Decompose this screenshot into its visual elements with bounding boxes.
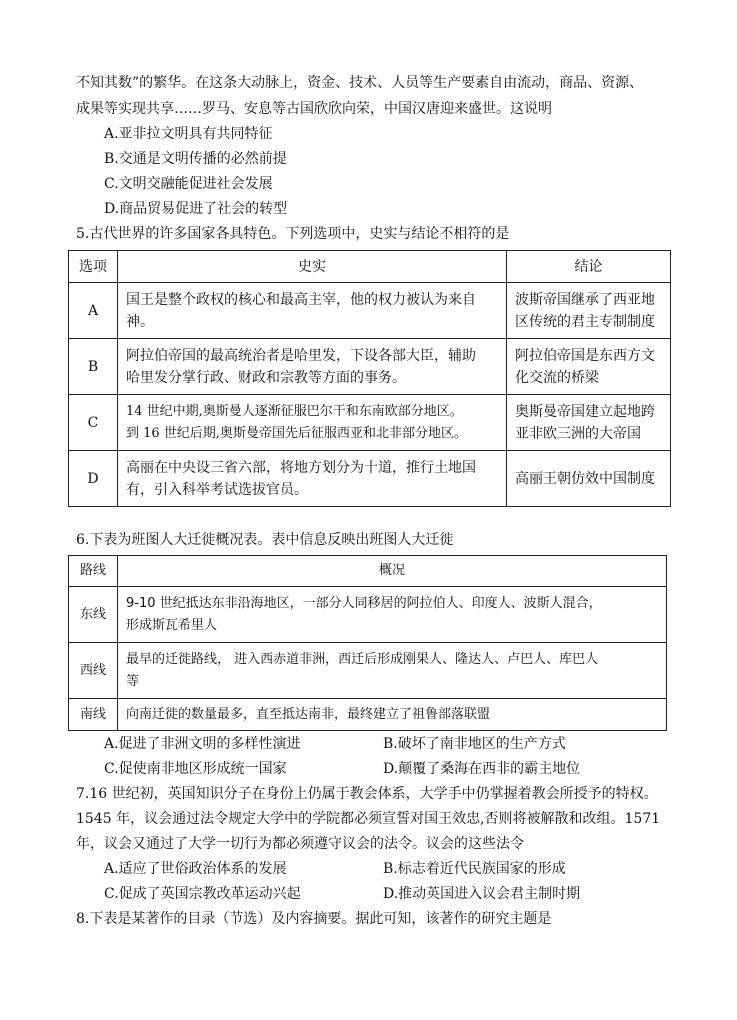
q5-row-option: B xyxy=(69,339,118,395)
q5-row-fact: 高丽在中央设三省六部，将地方划分为十道，推行土地国 有，引入科举考试选拔官员。 xyxy=(118,451,507,507)
q5-row-conclusion: 阿拉伯帝国是东西方文 化交流的桥梁 xyxy=(507,339,671,395)
q7-option-a: A.适应了世俗政治体系的发展 xyxy=(104,861,287,877)
q7-stem-line3: 年，议会又通过了大学一切行为都必须遵守议会的法令。议会的这些法令 xyxy=(76,836,524,852)
q6-table xyxy=(68,555,667,731)
q5-row-fact: 国王是整个政权的核心和最高主宰，他的权力被认为来自 神。 xyxy=(118,283,507,339)
q7-option-b: B.标志着近代民族国家的形成 xyxy=(383,861,566,877)
q4-stem-line1: 不知其数”的繁华。在这条大动脉上，资金、技术、人员等生产要素自由流动，商品、资源、 xyxy=(76,75,644,91)
table-row xyxy=(69,451,671,507)
q6-row-route: 西线 xyxy=(69,643,118,699)
q5-row-option: A xyxy=(69,283,118,339)
q6-option-d: D.颠覆了桑海在西非的霸主地位 xyxy=(383,761,581,777)
q6-header-route: 路线 xyxy=(69,556,118,587)
q7-stem-line2: 1545 年，议会通过法令规定大学中的学院都必须宣誓对国王效忠,否则将被解散和改组。1571 xyxy=(76,811,661,827)
q4-option-b: B.交通是文明传播的必然前提 xyxy=(104,151,287,167)
q5-stem: 5.古代世界的许多国家各具特色。下列选项中，史实与结论不相符的是 xyxy=(76,226,510,242)
table-row xyxy=(69,339,671,395)
table-row xyxy=(69,643,667,699)
q6-stem: 6.下表为班图人大迁徙概况表。表中信息反映出班图人大迁徙 xyxy=(76,532,454,548)
q5-row-fact: 14 世纪中期,奥斯曼人逐渐征服巴尔干和东南欧部分地区。 到 16 世纪后期,奥斯曼帝国先后征服西亚和北非部分地区。 xyxy=(118,395,507,451)
q5-row-option: C xyxy=(69,395,118,451)
table-row xyxy=(69,283,671,339)
q5-table xyxy=(68,250,671,507)
table-row xyxy=(69,395,671,451)
q5-row-conclusion: 高丽王朝仿效中国制度 xyxy=(507,451,671,507)
table-row xyxy=(69,699,667,731)
q6-row-route: 南线 xyxy=(69,699,118,731)
q5-row-conclusion: 奥斯曼帝国建立起地跨 亚非欧三洲的大帝国 xyxy=(507,395,671,451)
q7-option-c: C.促成了英国宗教改革运动兴起 xyxy=(104,886,301,902)
q4-option-c: C.文明交融能促进社会发展 xyxy=(104,176,273,192)
q6-option-c: C.促使南非地区形成统一国家 xyxy=(104,761,287,777)
q6-row-route: 东线 xyxy=(69,587,118,643)
q5-header-fact: 史实 xyxy=(118,251,507,283)
q4-stem-line2: 成果等实现共享……罗马、安息等古国欣欣向荣，中国汉唐迎来盛世。这说明 xyxy=(76,101,552,117)
table-row xyxy=(69,587,667,643)
q5-header-option: 选项 xyxy=(69,251,118,283)
q7-option-d: D.推动英国进入议会君主制时期 xyxy=(383,886,581,902)
q6-row-desc: 9-10 世纪抵达东非沿海地区，一部分人同移居的阿拉伯人、印度人、波斯人混合， 形成斯瓦希里人 xyxy=(118,587,667,643)
q5-row-fact: 阿拉伯帝国的最高统治者是哈里发，下设各部大臣，辅助 哈里发分掌行政、财政和宗教等方面的事务。 xyxy=(118,339,507,395)
q6-header-desc: 概况 xyxy=(118,556,667,587)
q7-stem-line1: 7.16 世纪初，英国知识分子在身份上仍属于教会体系，大学手中仍掌握着教会所授予的特权。 xyxy=(76,786,658,802)
q6-option-b: B.破坏了南非地区的生产方式 xyxy=(383,736,566,752)
q4-option-d: D.商品贸易促进了社会的转型 xyxy=(104,201,288,217)
q6-option-a: A.促进了非洲文明的多样性演进 xyxy=(104,736,301,752)
q5-row-conclusion: 波斯帝国继承了西亚地 区传统的君主专制制度 xyxy=(507,283,671,339)
q5-header-conclusion: 结论 xyxy=(507,251,671,283)
q4-option-a: A.亚非拉文明具有共同特征 xyxy=(104,126,273,142)
q8-stem: 8.下表是某著作的目录（节选）及内容摘要。据此可知，该著作的研究主题是 xyxy=(76,911,552,927)
q6-row-desc: 最早的迁徙路线， 进入西赤道非洲，西迁后形成刚果人、隆达人、卢巴人、库巴人 等 xyxy=(118,643,667,699)
q6-row-desc: 向南迁徙的数量最多，直至抵达南非，最终建立了祖鲁部落联盟 xyxy=(118,699,667,731)
q5-row-option: D xyxy=(69,451,118,507)
